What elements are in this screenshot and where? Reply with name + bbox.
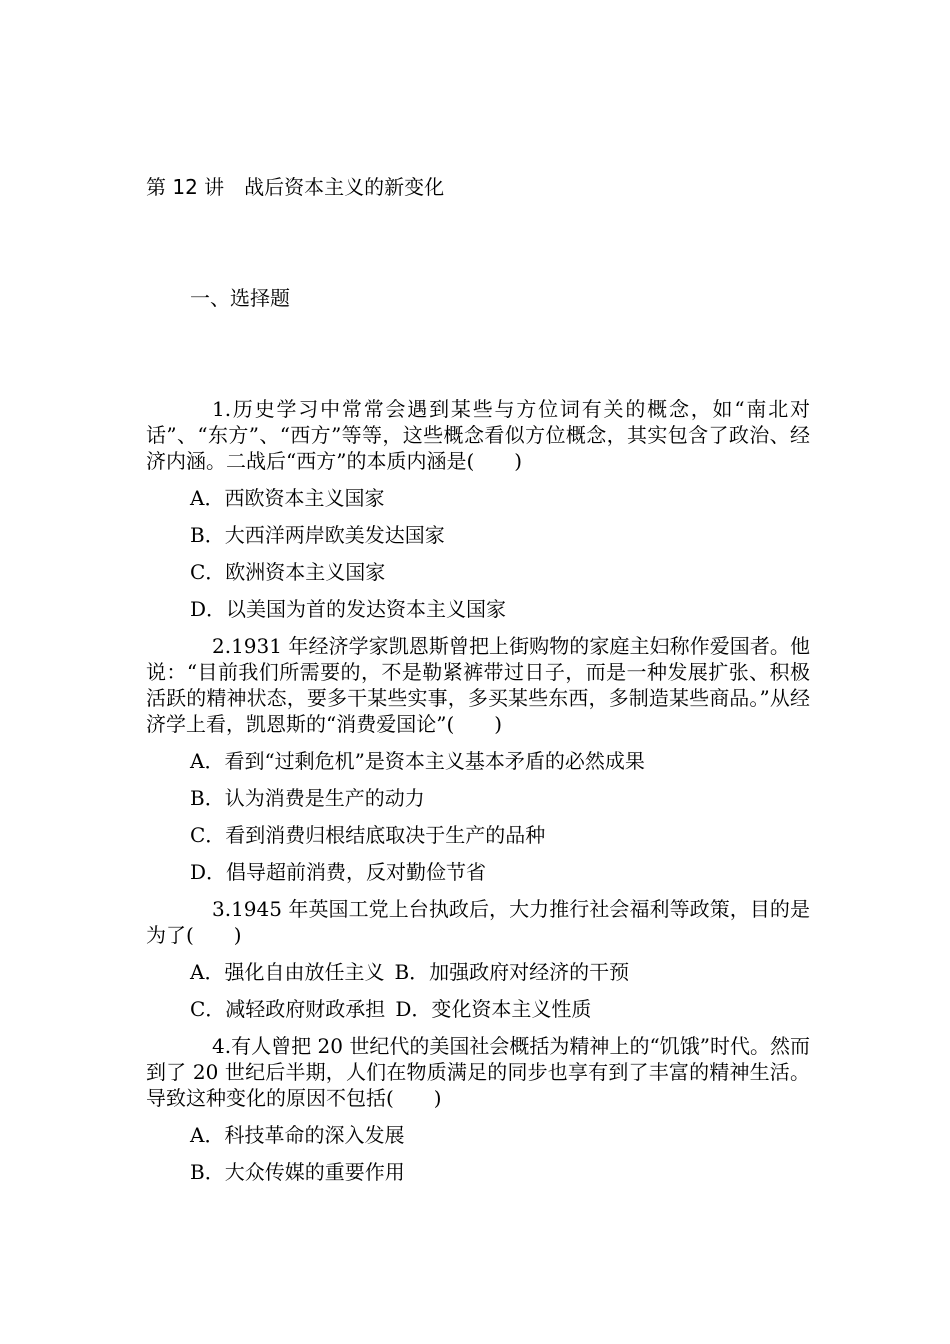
option-d: D．变化资本主义性质 [395,997,592,1021]
option-c: C．看到消费归根结底取决于生产的品种 [190,823,546,847]
option-a: A．科技革命的深入发展 [190,1123,405,1147]
option-b: B．加强政府对经济的干预 [394,960,630,984]
option-b: B．大西洋两岸欧美发达国家 [190,523,445,547]
section-heading: 一、选择题 [190,286,290,310]
question-1 [146,396,810,622]
question-stem: 1.历史学习中常常会遇到某些与方位词有关的概念，如“南北对话”、“东方”、“西方”等等，这些概念看似方位概念，其实包含了政治、经济内涵。二战后“西方”的本质内涵是( ) [146,397,810,473]
option-a: A．西欧资本主义国家 [190,486,385,510]
question-stem: 3.1945 年英国工党上台执政后，大力推行社会福利等政策，目的是为了( ) [146,897,810,947]
option-row-ab [146,959,810,985]
option-d: D．倡导超前消费，反对勤俭节省 [190,860,487,884]
option-b: B．认为消费是生产的动力 [190,786,425,810]
question-4 [146,1033,810,1185]
option-b: B．大众传媒的重要作用 [190,1160,405,1184]
question-list [146,396,810,1196]
option-row-cd [146,996,810,1022]
question-stem: 4.有人曾把 20 世纪代的美国社会概括为精神上的“饥饿”时代。然而到了 20 世纪后半期，人们在物质满足的同步也享有到了丰富的精神生活。导致这种变化的原因不包括( ) [146,1034,810,1110]
question-2 [146,633,810,885]
option-c: C．减轻政府财政承担 [190,997,386,1021]
question-stem: 2.1931 年经济学家凯恩斯曾把上街购物的家庭主妇称作爱国者。他说：“目前我们所需要的，不是勒紧裤带过日子，而是一种发展扩张、积极活跃的精神状态，要多干某些实事，多买某些东西，多制造某些商品。”从经济学上看，凯恩斯的“消费爱国论”( ) [146,634,810,736]
document-title: 第 12 讲 战后资本主义的新变化 [146,175,445,199]
question-3 [146,896,810,1022]
option-c: C．欧洲资本主义国家 [190,560,386,584]
option-a: A．看到“过剩危机”是资本主义基本矛盾的必然成果 [190,749,645,773]
option-d: D．以美国为首的发达资本主义国家 [190,597,507,621]
option-a: A．强化自由放任主义 [190,960,385,984]
